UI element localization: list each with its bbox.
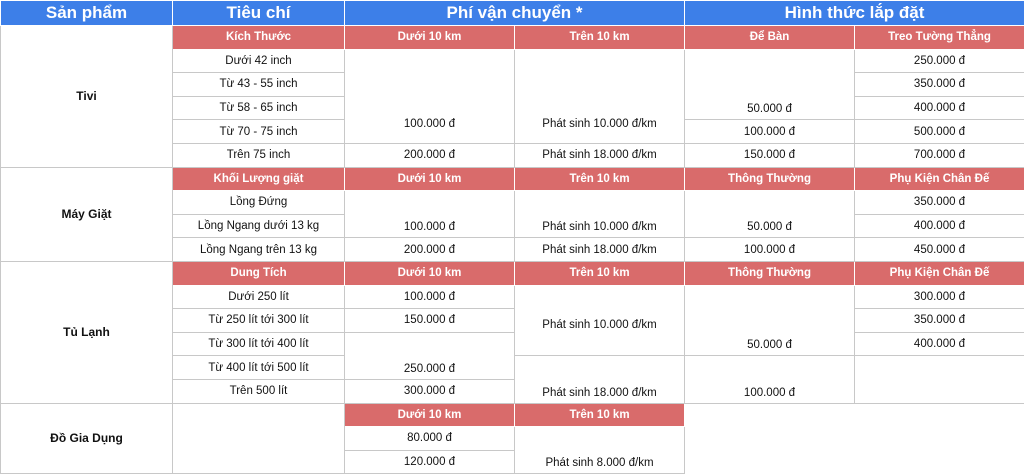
subheader-stand-accessory: Phụ Kiện Chân Đế <box>855 261 1024 285</box>
fridge-under-cell: 300.000 đ <box>345 379 515 403</box>
appliance-under-2: 120.000 đ <box>345 450 515 474</box>
header-install-method: Hình thức lắp đặt <box>685 1 1024 26</box>
tivi-mount-cell: 250.000 đ <box>855 49 1024 73</box>
subheader-capacity: Dung Tích <box>173 261 345 285</box>
washer-accessory-cell: 400.000 đ <box>855 214 1024 238</box>
tivi-ship-under-1: 100.000 đ <box>345 49 515 143</box>
fridge-accessory-empty <box>855 356 1024 403</box>
subheader-over-10km: Trên 10 km <box>515 26 685 50</box>
washer-accessory-cell: 450.000 đ <box>855 238 1024 262</box>
subheader-over-10km: Trên 10 km <box>515 261 685 285</box>
tivi-mount-cell: 400.000 đ <box>855 96 1024 120</box>
fridge-over-1: Phát sinh 10.000 đ/km <box>515 285 685 356</box>
product-appliance: Đồ Gia Dụng <box>1 403 173 474</box>
subheader-stand-accessory: Phụ Kiện Chân Đế <box>855 167 1024 191</box>
tivi-size-cell: Dưới 42 inch <box>173 49 345 73</box>
fridge-normal-1: 50.000 đ <box>685 285 855 356</box>
fridge-under-cell: 250.000 đ <box>345 332 515 379</box>
product-fridge: Tủ Lạnh <box>1 261 173 403</box>
appliance-install-empty <box>685 403 1024 474</box>
subheader-over-10km: Trên 10 km <box>515 403 685 427</box>
subheader-table-stand: Để Bàn <box>685 26 855 50</box>
fridge-over-2: Phát sinh 18.000 đ/km <box>515 356 685 403</box>
appliance-criteria-empty <box>173 403 345 474</box>
fridge-capacity-cell: Từ 400 lít tới 500 lít <box>173 356 345 380</box>
washer-under-2: 200.000 đ <box>345 238 515 262</box>
table-row <box>1 167 1024 191</box>
fridge-accessory-cell: 350.000 đ <box>855 309 1024 333</box>
appliance-under-1: 80.000 đ <box>345 427 515 451</box>
washer-type-cell: Lồng Ngang dưới 13 kg <box>173 214 345 238</box>
subheader-normal: Thông Thường <box>685 261 855 285</box>
product-tivi: Tivi <box>1 26 173 168</box>
fridge-accessory-cell: 400.000 đ <box>855 332 1024 356</box>
washer-accessory-cell: 350.000 đ <box>855 191 1024 215</box>
table-row <box>1 403 1024 427</box>
fridge-capacity-cell: Từ 300 lít tới 400 lít <box>173 332 345 356</box>
tivi-table-3: 150.000 đ <box>685 143 855 167</box>
header-product: Sản phẩm <box>1 1 173 26</box>
fridge-under-cell: 100.000 đ <box>345 285 515 309</box>
table-row <box>1 26 1024 50</box>
tivi-table-1: 50.000 đ <box>685 49 855 120</box>
tivi-ship-over-2: Phát sinh 18.000 đ/km <box>515 143 685 167</box>
tivi-size-cell: Từ 43 - 55 inch <box>173 73 345 97</box>
fridge-normal-2: 100.000 đ <box>685 356 855 403</box>
tivi-table-2: 100.000 đ <box>685 120 855 144</box>
tivi-ship-under-2: 200.000 đ <box>345 143 515 167</box>
product-washer: Máy Giặt <box>1 167 173 261</box>
fridge-capacity-cell: Từ 250 lít tới 300 lít <box>173 309 345 333</box>
table-header-row <box>1 1 1024 26</box>
washer-normal-2: 100.000 đ <box>685 238 855 262</box>
washer-normal-1: 50.000 đ <box>685 191 855 238</box>
washer-over-1: Phát sinh 10.000 đ/km <box>515 191 685 238</box>
table-row <box>1 261 1024 285</box>
washer-over-2: Phát sinh 18.000 đ/km <box>515 238 685 262</box>
subheader-under-10km: Dưới 10 km <box>345 403 515 427</box>
fridge-under-cell: 150.000 đ <box>345 309 515 333</box>
appliance-over: Phát sinh 8.000 đ/km <box>515 427 685 474</box>
washer-type-cell: Lồng Đứng <box>173 191 345 215</box>
subheader-wall-mount: Treo Tường Thẳng <box>855 26 1024 50</box>
tivi-ship-over-1: Phát sinh 10.000 đ/km <box>515 49 685 143</box>
header-shipping-fee: Phí vận chuyển * <box>345 1 685 26</box>
tivi-size-cell: Trên 75 inch <box>173 143 345 167</box>
subheader-under-10km: Dưới 10 km <box>345 261 515 285</box>
fridge-accessory-cell: 300.000 đ <box>855 285 1024 309</box>
washer-type-cell: Lồng Ngang trên 13 kg <box>173 238 345 262</box>
tivi-mount-cell: 500.000 đ <box>855 120 1024 144</box>
subheader-size: Kích Thước <box>173 26 345 50</box>
subheader-under-10km: Dưới 10 km <box>345 26 515 50</box>
tivi-size-cell: Từ 70 - 75 inch <box>173 120 345 144</box>
subheader-over-10km: Trên 10 km <box>515 167 685 191</box>
tivi-size-cell: Từ 58 - 65 inch <box>173 96 345 120</box>
washer-under-1: 100.000 đ <box>345 191 515 238</box>
tivi-mount-cell: 350.000 đ <box>855 73 1024 97</box>
subheader-wash-weight: Khối Lượng giặt <box>173 167 345 191</box>
tivi-mount-cell: 700.000 đ <box>855 143 1024 167</box>
header-criteria: Tiêu chí <box>173 1 345 26</box>
subheader-normal: Thông Thường <box>685 167 855 191</box>
fridge-capacity-cell: Trên 500 lít <box>173 379 345 403</box>
subheader-under-10km: Dưới 10 km <box>345 167 515 191</box>
fridge-capacity-cell: Dưới 250 lít <box>173 285 345 309</box>
